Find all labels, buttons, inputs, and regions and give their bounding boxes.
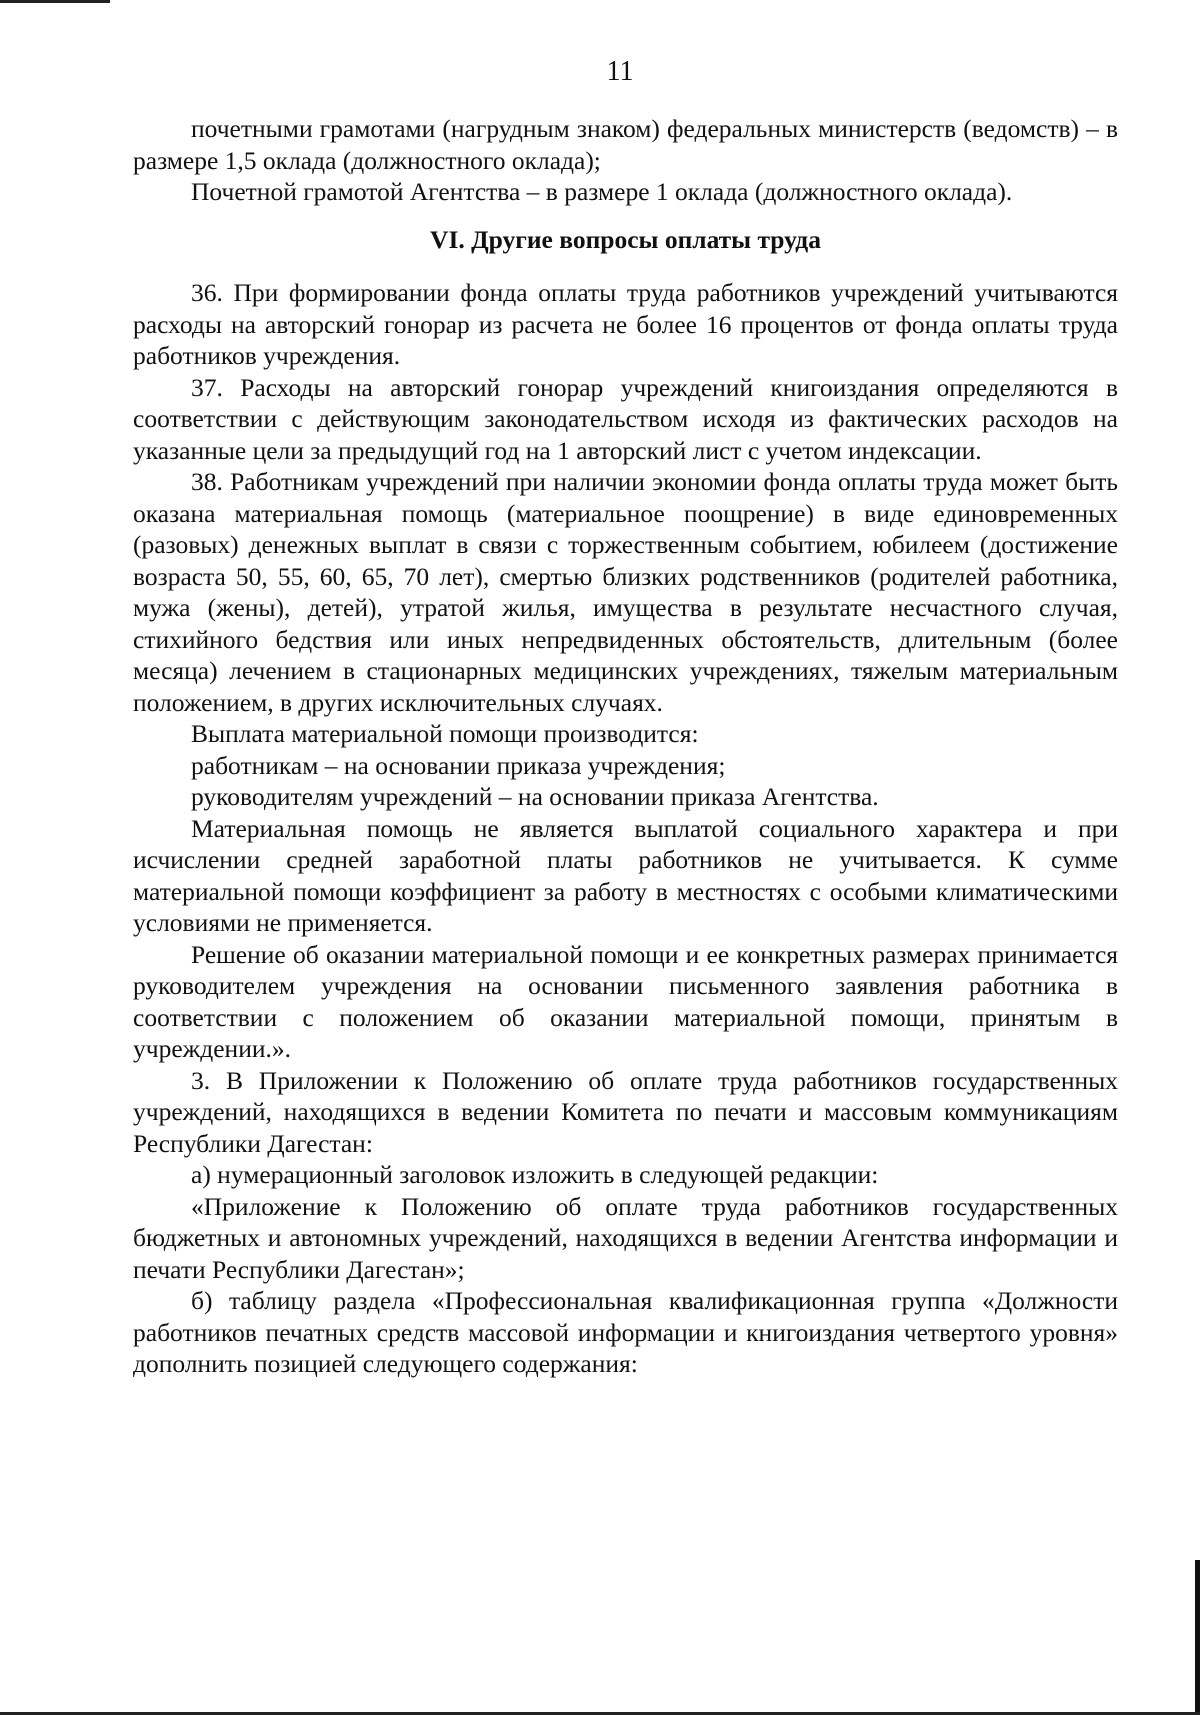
section-heading: VI. Другие вопросы оплаты труда xyxy=(430,224,821,254)
paragraph-36: 36. При формировании фонда оплаты труда работников учреждений учитываются расходы на авторский гонорар из расчета не более 16 процентов от фонда оплаты труда работников учреждения. xyxy=(133,278,1118,370)
page-number: 11 xyxy=(606,56,634,87)
document-body xyxy=(133,113,1118,1380)
paragraph-38: 38. Работникам учреждений при наличии экономии фонда оплаты труда может быть оказана материальная помощь (материальное поощрение) в виде единовременных (разовых) денежных выплат в связи с торжественным событием, юбилеем (достижение возраста 50, 55, 60, 65, 70 лет), смертью близких родственников (родителей работника, мужа (жены), детей), утратой жилья, имущества в результате несчастного случая, стихийного бедствия или иных непредвиденных обстоятельств, длительным (более месяца) лечением в стационарных медицинских учреждениях, тяжелым материальным положением, в других исключительных случаях. xyxy=(133,467,1118,717)
paragraph-37: 37. Расходы на авторский гонорар учреждений книгоиздания определяются в соответствии с действующим законодательством исходя из фактических расходов на указанные цели за предыдущий год на 1 авторский лист с учетом индексации. xyxy=(133,372,1118,465)
paragraph-item-b: б) таблицу раздела «Профессиональная квалификационная группа «Должности работников печатных средств массовой информации и книгоиздания четвертого уровня» дополнить позицией следующего содержания: xyxy=(133,1286,1118,1378)
paragraph-payment-heads: руководителям учреждений – на основании приказа Агентства. xyxy=(191,782,879,811)
paragraph-item-a: а) нумерационный заголовок изложить в следующей редакции: xyxy=(191,1160,879,1189)
scan-artifact-top xyxy=(0,0,110,3)
paragraph-not-social: Материальная помощь не является выплатой социального характера и при исчислении средней заработной платы работников не учитывается. К сумме материальной помощи коэффициент за работу в местностях с особыми климатическими условиями не применяется. xyxy=(133,813,1118,937)
paragraph-awards-ministries: почетными грамотами (нагрудным знаком) федеральных министерств (ведомств) – в размере 1,5 оклада (должностного оклада); xyxy=(133,114,1118,175)
paragraph-decision: Решение об оказании материальной помощи и ее конкретных размерах принимается руководителем учреждения на основании письменного заявления работника в соответствии с положением об оказании материальной помощи, принятым в учреждении.». xyxy=(133,939,1118,1063)
paragraph-awards-agency: Почетной грамотой Агентства – в размере 1 оклада (должностного оклада). xyxy=(191,177,1013,206)
paragraph-appendix-title: «Приложение к Положению об оплате труда работников государственных бюджетных и автономных учреждений, находящихся в ведении Агентства информации и печати Республики Дагестан»; xyxy=(133,1191,1118,1284)
paragraph-payment-employees: работникам – на основании приказа учреждения; xyxy=(191,750,726,780)
paragraph-item-3: 3. В Приложении к Положению об оплате труда работников государственных учреждений, находящихся в ведении Комитета по печати и массовым коммуникациям Республики Дагестан: xyxy=(133,1065,1118,1158)
paragraph-payment-intro: Выплата материальной помощи производится: xyxy=(191,719,699,748)
scan-artifact-right-edge xyxy=(1195,1560,1200,1715)
